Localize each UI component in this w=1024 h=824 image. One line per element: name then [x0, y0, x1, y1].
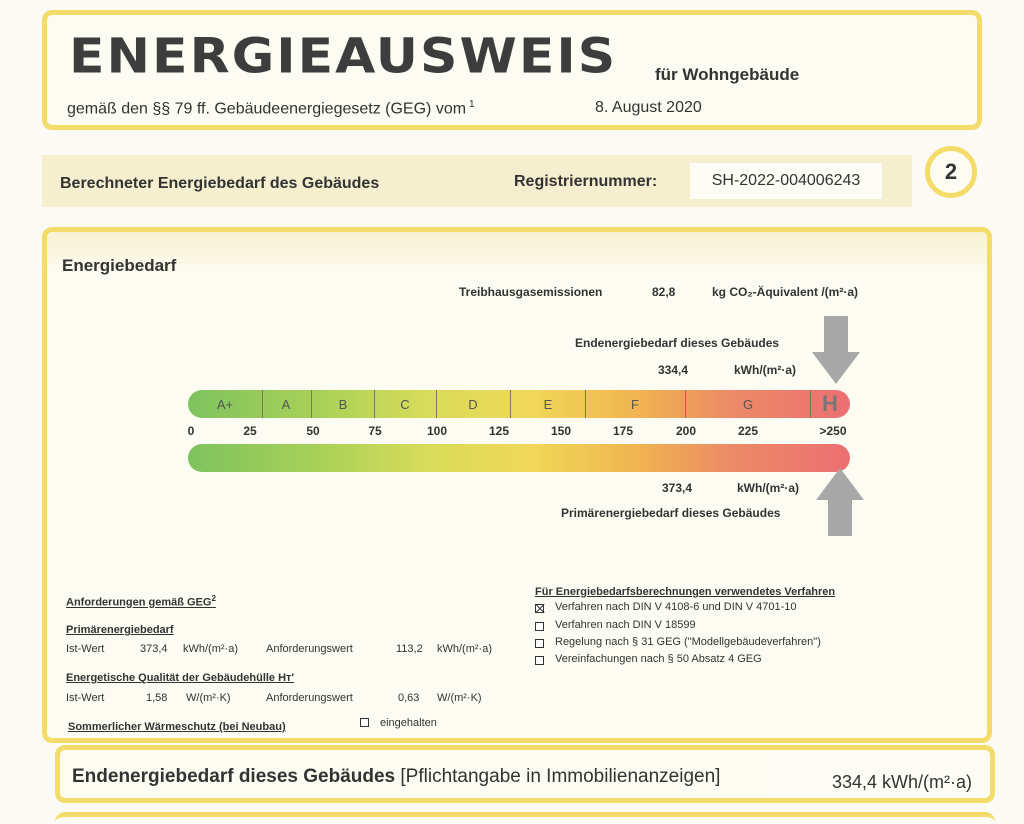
end-energy-summary-label — [72, 766, 720, 788]
primary-req-unit: kWh/(m²·a) — [437, 643, 492, 655]
primary-energy-label: Primärenergiebedarf dieses Gebäudes — [561, 506, 781, 520]
section-bar — [42, 155, 912, 207]
end-energy-summary-label-bold: Endenergiebedarf dieses Gebäudes — [72, 766, 396, 787]
scale-tick: 25 — [243, 424, 257, 438]
quality-heading: Energetische Qualität der Gebäudehülle Hᴛ' — [66, 672, 295, 684]
primary-energy-arrow-icon — [816, 468, 864, 536]
energy-class-b: B — [338, 397, 348, 412]
summer-protection-checkbox[interactable] — [360, 718, 369, 727]
primary-ist-label: Ist-Wert — [66, 643, 105, 655]
document-subtitle: für Wohngebäude — [655, 65, 800, 84]
method-checkbox-din-4108[interactable] — [535, 604, 544, 613]
scale-tick: 100 — [426, 424, 448, 438]
energy-class-a: A — [281, 397, 291, 412]
scale-divider — [436, 390, 437, 418]
end-energy-summary-value-field — [772, 756, 984, 794]
energy-class-d: D — [468, 397, 478, 412]
section-title: Berechneter Energiebedarf des Gebäudes — [60, 175, 380, 192]
energy-demand-header — [47, 232, 987, 276]
header-box — [42, 10, 982, 130]
end-energy-value: 334,4 — [658, 363, 689, 377]
law-reference — [67, 99, 475, 118]
end-energy-label: Endenergiebedarf dieses Gebäudes — [575, 336, 780, 350]
end-energy-unit: kWh/(m²·a) — [734, 363, 796, 377]
requirements-heading — [66, 594, 216, 609]
primary-req-label: Anforderungswert — [266, 643, 353, 655]
quality-req-value: 0,63 — [398, 692, 420, 704]
scale-tick: 50 — [306, 424, 320, 438]
scale-tick: 125 — [488, 424, 510, 438]
method-checkbox-simplifications[interactable] — [535, 656, 544, 665]
energy-class-a-plus: A+ — [216, 397, 234, 412]
scale-divider — [374, 390, 375, 418]
method-label-model-building: Regelung nach § 31 GEG ("Modellgebäudeverfahren") — [555, 636, 821, 648]
energy-class-e: E — [543, 397, 553, 412]
scale-divider — [585, 390, 586, 418]
scale-tick: 175 — [612, 424, 634, 438]
scale-tick: 200 — [675, 424, 697, 438]
scale-divider — [685, 390, 686, 418]
quality-ist-label: Ist-Wert — [66, 692, 105, 704]
registration-number: SH-2022-004006243 — [690, 163, 882, 199]
primary-req-value: 113,2 — [396, 643, 423, 655]
scale-tick: 0 — [187, 424, 195, 438]
method-checkbox-din-18599[interactable] — [535, 622, 544, 631]
method-checkbox-model-building[interactable] — [535, 639, 544, 648]
registration-label: Registriernummer: — [514, 173, 658, 190]
energy-demand-heading: Energiebedarf — [62, 256, 177, 275]
method-label-din-18599: Verfahren nach DIN V 18599 — [555, 619, 696, 631]
quality-ist-value: 1,58 — [146, 692, 168, 704]
end-energy-summary-box — [55, 745, 995, 803]
law-footnote: 1 — [469, 99, 475, 110]
requirements-footnote: 2 — [211, 594, 216, 603]
ghg-label: Treibhausgasemissionen — [459, 285, 603, 299]
ghg-value: 82,8 — [652, 285, 676, 299]
energy-class-g: G — [742, 397, 754, 412]
quality-req-unit: W/(m²·K) — [437, 692, 482, 704]
summer-checkbox-label: eingehalten — [380, 717, 437, 729]
primary-energy-value: 373,4 — [662, 481, 693, 495]
end-energy-summary-value: 334,4 kWh/(m²·a) — [831, 772, 972, 792]
law-date: 8. August 2020 — [595, 99, 702, 116]
energy-class-h: H — [822, 391, 838, 416]
law-text: gemäß den §§ 79 ff. Gebäudeenergiegesetz (GEG) vom — [67, 100, 467, 118]
scale-tick: 75 — [368, 424, 382, 438]
energy-class-c: C — [400, 397, 410, 412]
page-number-badge: 2 — [925, 146, 977, 198]
scale-tick: 225 — [737, 424, 759, 438]
requirements-heading-text: Anforderungen gemäß GEG — [66, 596, 212, 609]
energy-class-scale — [188, 390, 850, 418]
end-energy-summary-label-note: [Pflichtangabe in Immobilienanzeigen] — [400, 766, 721, 787]
quality-ist-unit: W/(m²·K) — [186, 692, 231, 704]
end-energy-arrow-icon — [812, 316, 860, 384]
method-label-simplifications: Vereinfachungen nach § 50 Absatz 4 GEG — [555, 653, 762, 665]
energy-class-f: F — [631, 397, 639, 412]
method-label-din-4108: Verfahren nach DIN V 4108-6 und DIN V 4701-10 — [555, 601, 797, 613]
document-title: ENERGIEAUSWEIS — [69, 29, 618, 85]
methods-heading: Für Energiebedarfsberechnungen verwendetes Verfahren — [535, 586, 836, 598]
next-box-edge — [55, 812, 995, 824]
primary-ist-value: 373,4 — [140, 643, 168, 655]
scale-divider — [262, 390, 263, 418]
quality-req-label: Anforderungswert — [266, 692, 353, 704]
primary-requirements-heading: Primärenergiebedarf — [66, 624, 174, 636]
summer-protection-label: Sommerlicher Wärmeschutz (bei Neubau) — [68, 721, 286, 733]
scale-divider — [311, 390, 312, 418]
primary-energy-unit: kWh/(m²·a) — [737, 481, 799, 495]
primary-ist-unit: kWh/(m²·a) — [183, 643, 238, 655]
primary-energy-scale — [188, 444, 850, 472]
scale-divider — [810, 390, 811, 418]
scale-tick: 150 — [550, 424, 572, 438]
scale-tick: >250 — [819, 424, 847, 438]
scale-divider — [510, 390, 511, 418]
ghg-unit: kg CO₂-Äquivalent /(m²·a) — [712, 285, 859, 299]
